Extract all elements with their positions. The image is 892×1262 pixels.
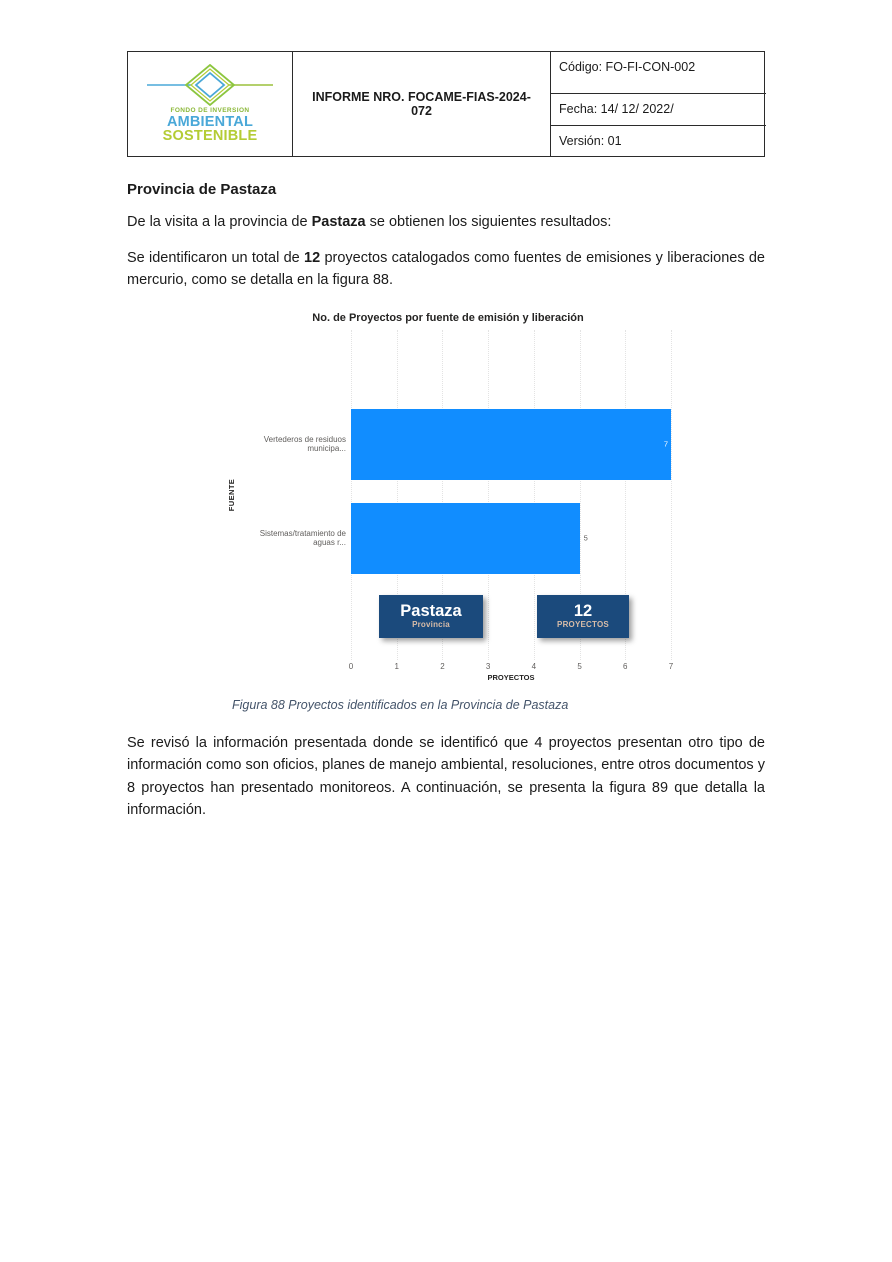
x-axis-title-row <box>225 672 671 682</box>
meta-codigo: Código: FO-FI-CON-002 <box>559 60 696 74</box>
x-axis <box>225 660 674 672</box>
logo-text <box>163 108 258 144</box>
logo-cell <box>128 52 293 156</box>
paragraph-1-post: se obtienen los siguientes resultados: <box>365 214 612 230</box>
header-meta <box>551 52 766 156</box>
x-tick-label: 0 <box>348 661 354 671</box>
category-axis <box>241 330 351 660</box>
projects-card-value: 12 <box>573 601 593 620</box>
paragraph-2-bold: 12 <box>304 249 321 266</box>
projects-count-card <box>537 595 629 638</box>
bar-value-1: 7 <box>663 439 668 449</box>
bar-row-1 <box>351 409 671 480</box>
paragraph-1 <box>127 211 765 234</box>
province-card-value: Pastaza <box>400 601 462 620</box>
x-tick-label: 4 <box>531 661 537 671</box>
category-label-2: Sistemas/tratamiento de aguas r... <box>259 529 346 547</box>
bar-chart <box>225 311 674 682</box>
paragraph-2-post: proyectos catalogados como fuentes de emisiones y liberaciones de mercurio, como se detalla en la figura 88. <box>127 249 765 288</box>
x-tick-label: 3 <box>485 661 491 671</box>
logo-line3: SOSTENIBLE <box>162 128 258 145</box>
x-tick-labels <box>348 660 674 672</box>
plot-area <box>351 330 671 660</box>
header-table <box>127 51 765 157</box>
chart-body <box>225 330 671 660</box>
gridline <box>488 330 489 660</box>
x-axis-title: PROYECTOS <box>487 672 535 682</box>
projects-card-label: PROYECTOS <box>557 620 609 630</box>
fias-logo-icon <box>147 64 273 106</box>
logo-line2: AMBIENTAL <box>166 113 254 130</box>
category-label-1: Vertederos de residuos municipa... <box>263 435 346 453</box>
figure-caption: Figura 88 Proyectos identificados en la Provincia de Pastaza <box>232 697 569 712</box>
bar-vertederos <box>351 409 671 480</box>
paragraph-3: Se revisó la información presentada donde se identificó que 4 proyectos presentan otro tipo de información como son oficios, planes de manejo ambiental, resoluciones, entre otros documentos y 8 proyectos han presentado monitoreos. A continuación, se presenta la figura 89 que detalla la información. <box>127 734 765 818</box>
x-tick-label: 2 <box>440 661 445 671</box>
paragraph-2-pre: Se identificaron un total de <box>127 249 305 266</box>
logo-line1: FONDO DE INVERSION <box>170 106 250 114</box>
paragraph-2 <box>127 247 765 292</box>
meta-version: Versión: 01 <box>551 125 766 156</box>
paragraph-1-bold: Pastaza <box>311 214 366 230</box>
province-card-label: Provincia <box>412 620 450 630</box>
paragraph-1-pre: De la visita a la provincia de <box>127 214 312 230</box>
meta-fecha: Fecha: 14/ 12/ 2022/ <box>551 93 766 125</box>
x-tick-label: 6 <box>623 661 628 671</box>
gridline <box>671 330 672 660</box>
y-axis-title: FUENTE <box>227 478 236 511</box>
section-heading: Provincia de Pastaza <box>127 181 277 198</box>
report-title: INFORME NRO. FOCAME-FIAS-2024-072 <box>293 52 551 156</box>
bar-sistemas <box>351 503 588 574</box>
x-tick-label: 5 <box>577 661 582 671</box>
y-axis-title-column <box>225 330 241 660</box>
bar-value-2: 5 <box>583 533 588 543</box>
x-tick-label: 7 <box>668 661 674 671</box>
province-card <box>379 595 483 638</box>
x-tick-label: 1 <box>394 661 399 671</box>
gridline <box>351 330 352 660</box>
chart-title: No. de Proyectos por fuente de emisión y liberación <box>312 311 584 324</box>
bar-row-2 <box>351 503 671 574</box>
gridline <box>534 330 535 660</box>
